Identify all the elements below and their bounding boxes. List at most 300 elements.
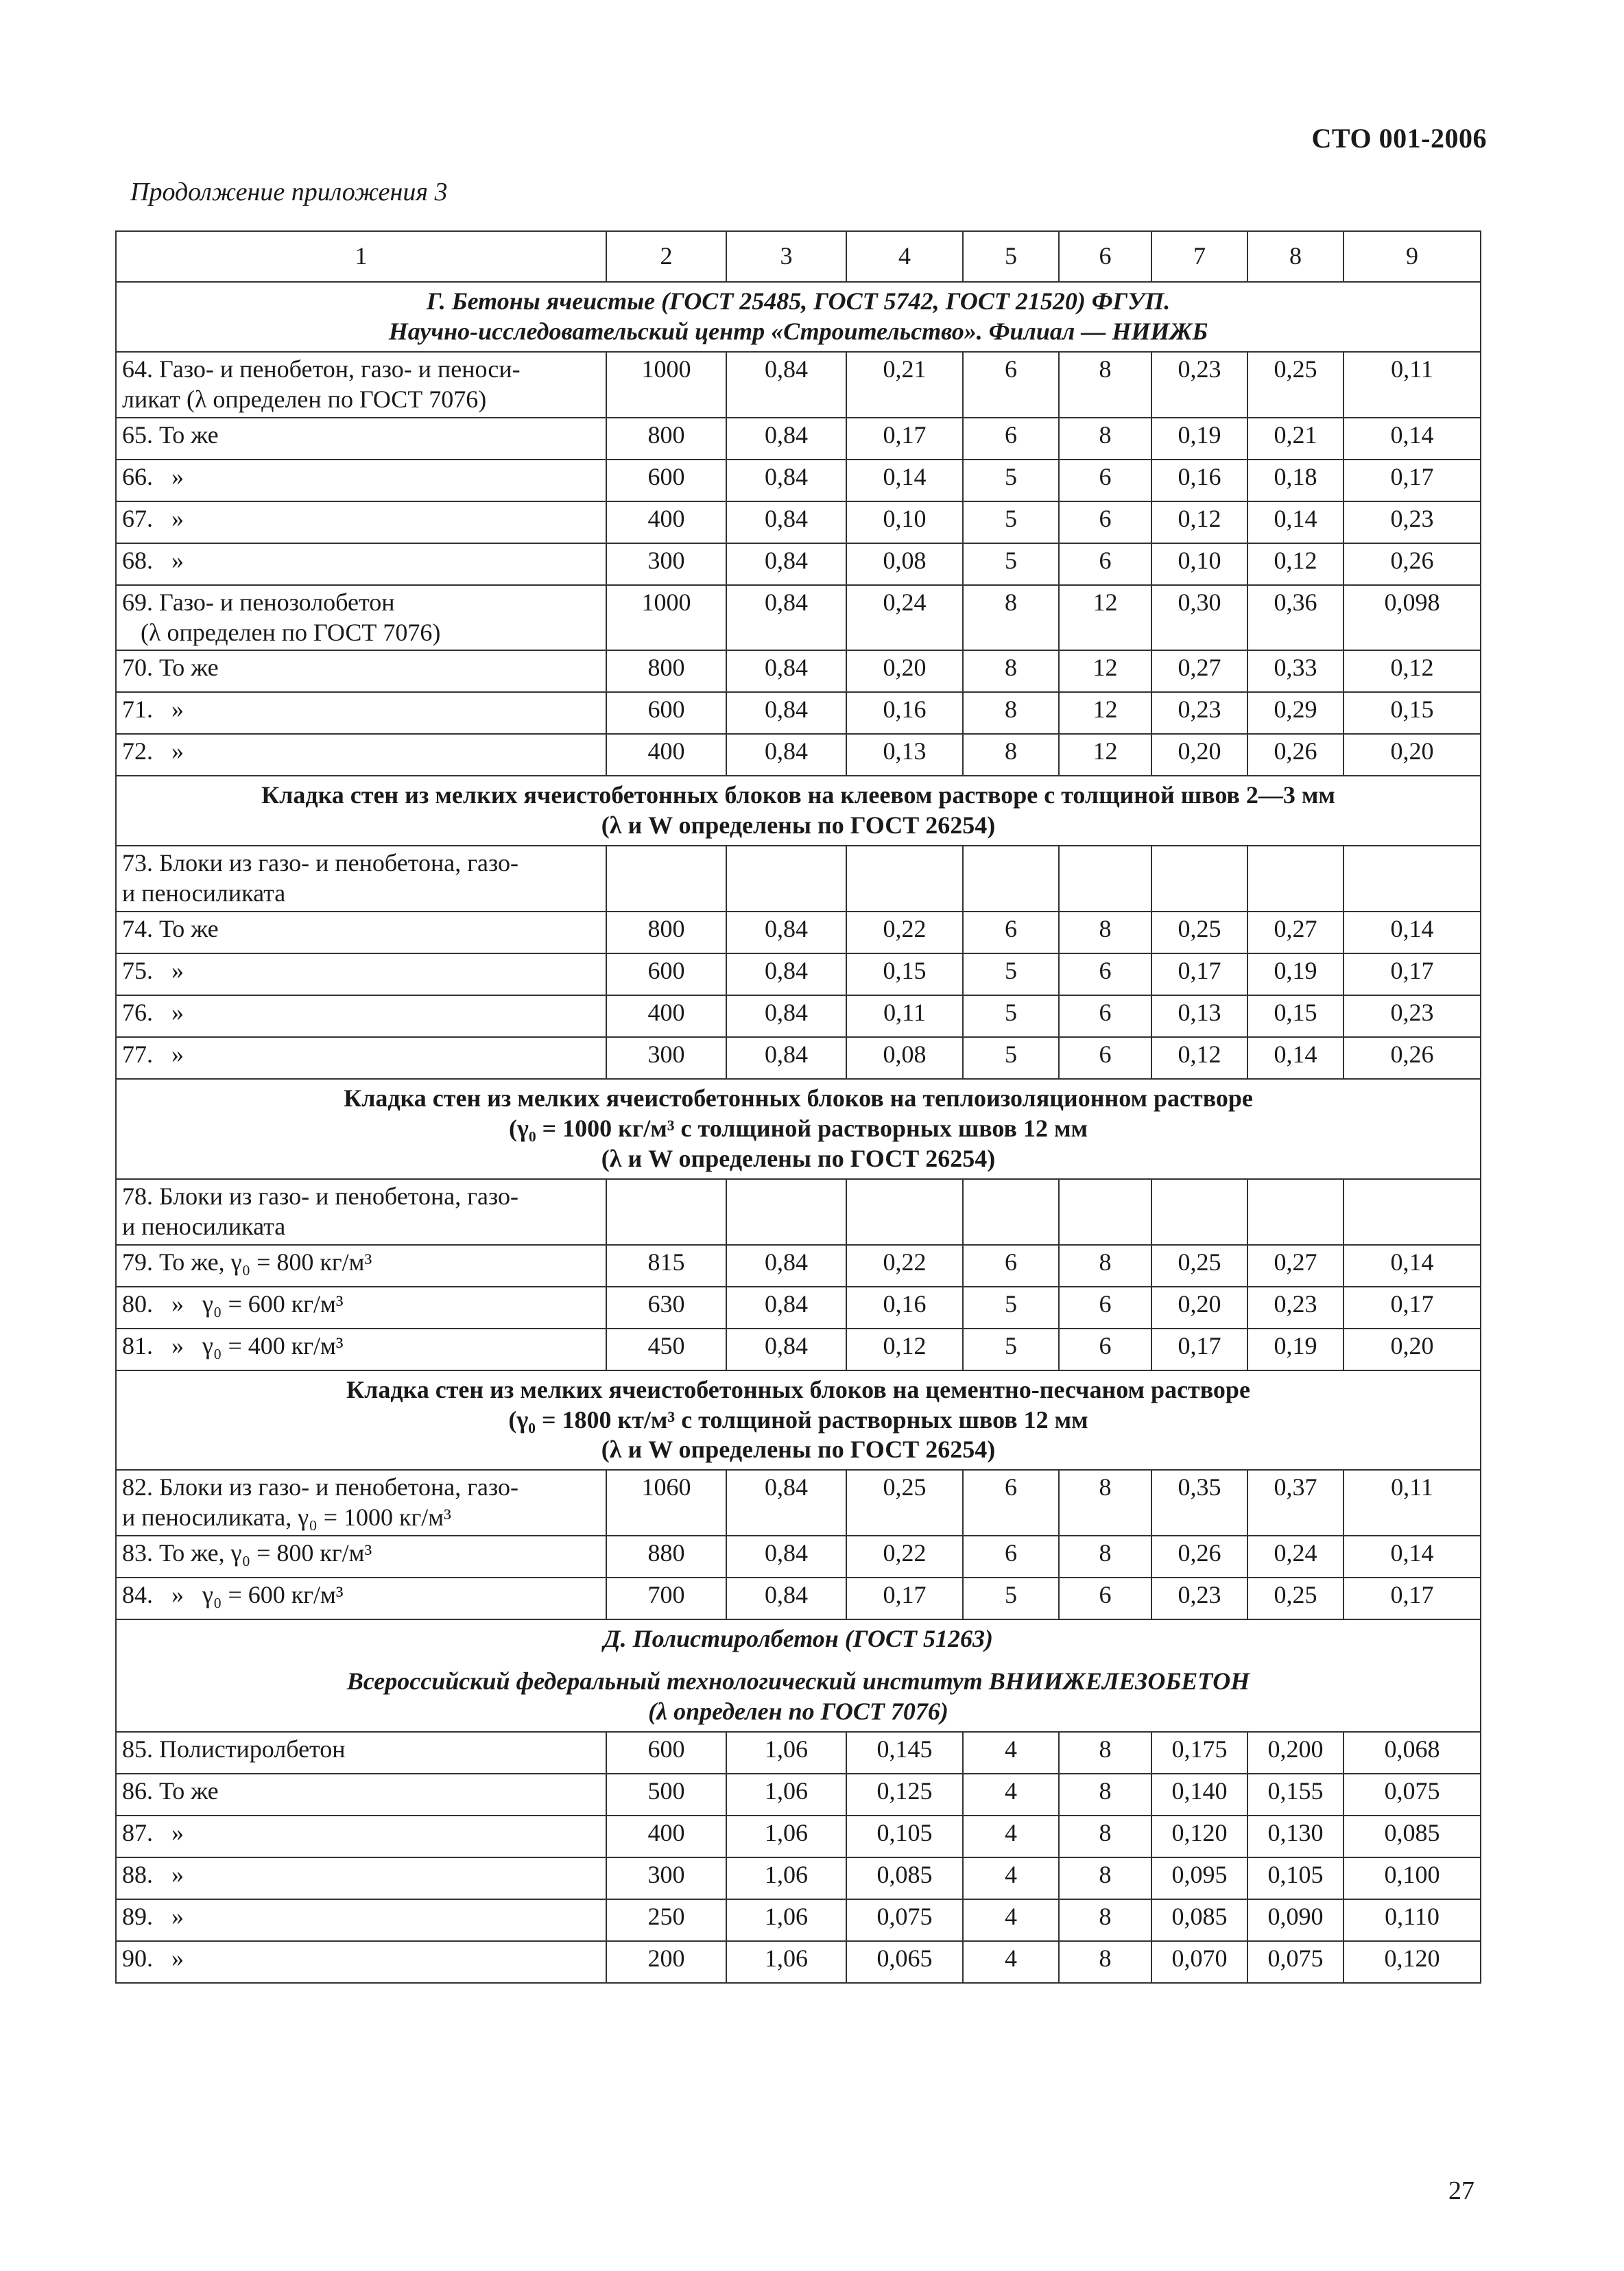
value-cell-col-3: 0,84 [726, 1329, 846, 1370]
value-cell-col-4 [846, 1179, 963, 1245]
value-cell-col-2: 600 [606, 1732, 726, 1774]
value-cell-col-6: 8 [1059, 1857, 1151, 1899]
value-cell-col-7: 0,17 [1151, 953, 1247, 995]
value-cell-col-9: 0,120 [1344, 1941, 1481, 1983]
value-cell-col-5: 6 [963, 352, 1059, 418]
table-row [116, 543, 1481, 585]
value-cell-col-4: 0,12 [846, 1329, 963, 1370]
value-cell-col-8: 0,23 [1247, 1287, 1344, 1329]
section-heading [116, 1079, 1481, 1179]
value-cell-col-8: 0,12 [1247, 543, 1344, 585]
material-description: 85. Полистиролбетон [116, 1732, 606, 1774]
table-row [116, 1941, 1481, 1983]
value-cell-col-4: 0,17 [846, 1578, 963, 1619]
table-row [116, 734, 1481, 776]
value-cell-col-9: 0,20 [1344, 734, 1481, 776]
value-cell-col-3: 0,84 [726, 543, 846, 585]
value-cell-col-7: 0,16 [1151, 460, 1247, 501]
value-cell-col-7: 0,10 [1151, 543, 1247, 585]
value-cell-col-4: 0,085 [846, 1857, 963, 1899]
value-cell-col-8: 0,24 [1247, 1536, 1344, 1578]
section-heading-line: (λ и W определены по ГОСТ 26254) [601, 1144, 996, 1172]
value-cell-col-9: 0,17 [1344, 460, 1481, 501]
value-cell-col-8: 0,18 [1247, 460, 1344, 501]
value-cell-col-4: 0,105 [846, 1816, 963, 1857]
value-cell-col-2: 600 [606, 692, 726, 734]
value-cell-col-4: 0,16 [846, 692, 963, 734]
value-cell-col-8: 0,36 [1247, 585, 1344, 651]
value-cell-col-5: 4 [963, 1857, 1059, 1899]
value-cell-col-6: 6 [1059, 460, 1151, 501]
value-cell-col-6: 8 [1059, 418, 1151, 460]
value-cell-col-4: 0,10 [846, 501, 963, 543]
value-cell-col-4: 0,22 [846, 1245, 963, 1287]
value-cell-col-9: 0,11 [1344, 352, 1481, 418]
value-cell-col-2: 300 [606, 1037, 726, 1079]
section-heading-line: Кладка стен из мелких ячеистобетонных блоков на цементно-песчаном растворе [346, 1375, 1250, 1403]
value-cell-col-2: 800 [606, 912, 726, 953]
value-cell-col-8: 0,26 [1247, 734, 1344, 776]
value-cell-col-5: 6 [963, 1245, 1059, 1287]
value-cell-col-6: 8 [1059, 912, 1151, 953]
material-description: 80. » γ₀ = 600 кг/м³ [116, 1287, 606, 1329]
value-cell-col-6: 6 [1059, 953, 1151, 995]
value-cell-col-7: 0,23 [1151, 1578, 1247, 1619]
value-cell-col-9: 0,11 [1344, 1470, 1481, 1536]
section-heading [116, 776, 1481, 846]
value-cell-col-4: 0,22 [846, 912, 963, 953]
table-row [116, 1179, 1481, 1245]
value-cell-col-9: 0,085 [1344, 1816, 1481, 1857]
value-cell-col-4: 0,20 [846, 650, 963, 692]
value-cell-col-9: 0,068 [1344, 1732, 1481, 1774]
value-cell-col-8: 0,14 [1247, 1037, 1344, 1079]
value-cell-col-7: 0,30 [1151, 585, 1247, 651]
value-cell-col-8: 0,27 [1247, 912, 1344, 953]
value-cell-col-2 [606, 1179, 726, 1245]
value-cell-col-4: 0,22 [846, 1536, 963, 1578]
value-cell-col-7: 0,25 [1151, 1245, 1247, 1287]
section-heading-gap [123, 1654, 1473, 1667]
value-cell-col-6: 6 [1059, 995, 1151, 1037]
value-cell-col-6: 8 [1059, 1536, 1151, 1578]
value-cell-col-8: 0,21 [1247, 418, 1344, 460]
value-cell-col-7: 0,19 [1151, 418, 1247, 460]
value-cell-col-5: 8 [963, 692, 1059, 734]
value-cell-col-2: 250 [606, 1899, 726, 1941]
value-cell-col-2: 500 [606, 1774, 726, 1816]
value-cell-col-5: 6 [963, 912, 1059, 953]
value-cell-col-8 [1247, 1179, 1344, 1245]
value-cell-col-5: 4 [963, 1899, 1059, 1941]
column-number-row [116, 231, 1481, 282]
value-cell-col-6: 8 [1059, 1899, 1151, 1941]
section-heading-row [116, 282, 1481, 352]
document-code: СТО 001-2006 [1311, 123, 1487, 154]
material-description: 84. » γ₀ = 600 кг/м³ [116, 1578, 606, 1619]
value-cell-col-4: 0,21 [846, 352, 963, 418]
value-cell-col-4: 0,17 [846, 418, 963, 460]
value-cell-col-3: 1,06 [726, 1732, 846, 1774]
value-cell-col-3: 0,84 [726, 501, 846, 543]
value-cell-col-6: 12 [1059, 734, 1151, 776]
value-cell-col-5: 8 [963, 585, 1059, 651]
value-cell-col-7: 0,20 [1151, 734, 1247, 776]
value-cell-col-5: 4 [963, 1941, 1059, 1983]
value-cell-col-6: 6 [1059, 1037, 1151, 1079]
value-cell-col-5: 6 [963, 1536, 1059, 1578]
table-row [116, 692, 1481, 734]
value-cell-col-5 [963, 1179, 1059, 1245]
table-row [116, 1578, 1481, 1619]
value-cell-col-5: 5 [963, 501, 1059, 543]
value-cell-col-6: 12 [1059, 692, 1151, 734]
value-cell-col-8 [1247, 846, 1344, 912]
value-cell-col-9: 0,14 [1344, 1245, 1481, 1287]
value-cell-col-2: 800 [606, 418, 726, 460]
table-row [116, 1732, 1481, 1774]
value-cell-col-4: 0,13 [846, 734, 963, 776]
value-cell-col-5: 5 [963, 953, 1059, 995]
table-row [116, 1329, 1481, 1370]
value-cell-col-7: 0,175 [1151, 1732, 1247, 1774]
material-description: 82. Блоки из газо- и пенобетона, газо- и пеносиликата, γ₀ = 1000 кг/м³ [116, 1470, 606, 1536]
value-cell-col-6: 6 [1059, 1287, 1151, 1329]
value-cell-col-4: 0,15 [846, 953, 963, 995]
value-cell-col-6: 12 [1059, 585, 1151, 651]
table-row [116, 1037, 1481, 1079]
value-cell-col-7: 0,070 [1151, 1941, 1247, 1983]
value-cell-col-5: 4 [963, 1732, 1059, 1774]
appendix-continuation-label: Продолжение приложения 3 [130, 178, 448, 206]
value-cell-col-4: 0,16 [846, 1287, 963, 1329]
column-number: 5 [963, 231, 1059, 282]
value-cell-col-6: 6 [1059, 543, 1151, 585]
value-cell-col-6 [1059, 1179, 1151, 1245]
value-cell-col-7: 0,27 [1151, 650, 1247, 692]
value-cell-col-5: 5 [963, 1037, 1059, 1079]
value-cell-col-6: 8 [1059, 352, 1151, 418]
value-cell-col-9: 0,26 [1344, 543, 1481, 585]
value-cell-col-8: 0,200 [1247, 1732, 1344, 1774]
table-row [116, 418, 1481, 460]
section-heading-line: Г. Бетоны ячеистые (ГОСТ 25485, ГОСТ 5742, ГОСТ 21520) ФГУП. [426, 287, 1171, 315]
value-cell-col-7 [1151, 846, 1247, 912]
section-heading-line: Научно-исследовательский центр «Строительство». Филиал — НИИЖБ [388, 317, 1208, 345]
value-cell-col-9: 0,23 [1344, 501, 1481, 543]
value-cell-col-2: 815 [606, 1245, 726, 1287]
table-row [116, 352, 1481, 418]
value-cell-col-8: 0,155 [1247, 1774, 1344, 1816]
value-cell-col-5: 5 [963, 1329, 1059, 1370]
value-cell-col-4: 0,08 [846, 1037, 963, 1079]
value-cell-col-9: 0,14 [1344, 418, 1481, 460]
value-cell-col-3: 0,84 [726, 1536, 846, 1578]
value-cell-col-7: 0,12 [1151, 501, 1247, 543]
section-heading-line: (λ определен по ГОСТ 7076) [648, 1697, 948, 1725]
material-description: 75. » [116, 953, 606, 995]
value-cell-col-3: 0,84 [726, 912, 846, 953]
section-heading-line: (λ и W определены по ГОСТ 26254) [601, 1436, 996, 1464]
section-heading [116, 1370, 1481, 1471]
value-cell-col-9: 0,098 [1344, 585, 1481, 651]
value-cell-col-2: 450 [606, 1329, 726, 1370]
section-heading-line: Кладка стен из мелких ячеистобетонных блоков на клеевом растворе с толщиной швов 2—3 мм [261, 781, 1335, 809]
section-heading-row [116, 1079, 1481, 1179]
table-row [116, 501, 1481, 543]
value-cell-col-3: 0,84 [726, 1470, 846, 1536]
material-description: 68. » [116, 543, 606, 585]
material-description: 90. » [116, 1941, 606, 1983]
column-number: 8 [1247, 231, 1344, 282]
material-description: 73. Блоки из газо- и пенобетона, газо- и пеносиликата [116, 846, 606, 912]
value-cell-col-5: 5 [963, 1578, 1059, 1619]
value-cell-col-9: 0,23 [1344, 995, 1481, 1037]
value-cell-col-2 [606, 846, 726, 912]
column-number: 3 [726, 231, 846, 282]
value-cell-col-2: 400 [606, 501, 726, 543]
value-cell-col-9 [1344, 1179, 1481, 1245]
material-description: 64. Газо- и пенобетон, газо- и пеноси- ликат (λ определен по ГОСТ 7076) [116, 352, 606, 418]
value-cell-col-8: 0,25 [1247, 352, 1344, 418]
value-cell-col-9: 0,15 [1344, 692, 1481, 734]
value-cell-col-7: 0,25 [1151, 912, 1247, 953]
table-row [116, 1470, 1481, 1536]
value-cell-col-6: 8 [1059, 1245, 1151, 1287]
value-cell-col-8: 0,29 [1247, 692, 1344, 734]
value-cell-col-9: 0,17 [1344, 1578, 1481, 1619]
value-cell-col-3: 0,84 [726, 585, 846, 651]
value-cell-col-3: 0,84 [726, 352, 846, 418]
value-cell-col-2: 1060 [606, 1470, 726, 1536]
material-description: 72. » [116, 734, 606, 776]
material-description: 69. Газо- и пенозолобетон (λ определен по ГОСТ 7076) [116, 585, 606, 651]
material-description: 81. » γ₀ = 400 кг/м³ [116, 1329, 606, 1370]
value-cell-col-6: 6 [1059, 1578, 1151, 1619]
value-cell-col-7: 0,085 [1151, 1899, 1247, 1941]
material-description: 74. То же [116, 912, 606, 953]
value-cell-col-8: 0,14 [1247, 501, 1344, 543]
value-cell-col-7: 0,23 [1151, 692, 1247, 734]
value-cell-col-9: 0,20 [1344, 1329, 1481, 1370]
table-row [116, 650, 1481, 692]
value-cell-col-3: 0,84 [726, 1287, 846, 1329]
value-cell-col-8: 0,25 [1247, 1578, 1344, 1619]
value-cell-col-6: 8 [1059, 1941, 1151, 1983]
table-row [116, 585, 1481, 651]
section-heading-line: (λ и W определены по ГОСТ 26254) [601, 811, 996, 840]
page-number: 27 [1448, 2176, 1474, 2205]
value-cell-col-6: 8 [1059, 1470, 1151, 1536]
value-cell-col-3: 0,84 [726, 418, 846, 460]
material-description: 66. » [116, 460, 606, 501]
material-description: 71. » [116, 692, 606, 734]
value-cell-col-2: 800 [606, 650, 726, 692]
value-cell-col-9: 0,26 [1344, 1037, 1481, 1079]
value-cell-col-3: 0,84 [726, 995, 846, 1037]
table-row [116, 1816, 1481, 1857]
value-cell-col-5: 8 [963, 734, 1059, 776]
value-cell-col-8: 0,19 [1247, 1329, 1344, 1370]
value-cell-col-5: 5 [963, 995, 1059, 1037]
value-cell-col-5: 6 [963, 1470, 1059, 1536]
value-cell-col-8: 0,27 [1247, 1245, 1344, 1287]
value-cell-col-4: 0,24 [846, 585, 963, 651]
value-cell-col-8: 0,15 [1247, 995, 1344, 1037]
thermal-properties-table [115, 230, 1481, 1984]
value-cell-col-3: 1,06 [726, 1857, 846, 1899]
section-heading [116, 1619, 1481, 1732]
value-cell-col-3: 1,06 [726, 1816, 846, 1857]
value-cell-col-6 [1059, 846, 1151, 912]
value-cell-col-6: 8 [1059, 1774, 1151, 1816]
value-cell-col-9: 0,17 [1344, 1287, 1481, 1329]
value-cell-col-5: 6 [963, 418, 1059, 460]
section-heading-line: Всероссийский федеральный технологический институт ВНИИЖЕЛЕЗОБЕТОН [346, 1667, 1250, 1696]
value-cell-col-9: 0,14 [1344, 912, 1481, 953]
value-cell-col-7: 0,35 [1151, 1470, 1247, 1536]
value-cell-col-2: 600 [606, 460, 726, 501]
value-cell-col-3: 0,84 [726, 692, 846, 734]
value-cell-col-5: 5 [963, 460, 1059, 501]
value-cell-col-7: 0,17 [1151, 1329, 1247, 1370]
value-cell-col-4 [846, 846, 963, 912]
material-description: 86. То же [116, 1774, 606, 1816]
value-cell-col-4: 0,25 [846, 1470, 963, 1536]
table-row [116, 1245, 1481, 1287]
section-heading-line: (γ₀ = 1800 кт/м³ с толщиной растворных швов 12 мм [508, 1405, 1088, 1434]
table-body [116, 231, 1481, 1983]
value-cell-col-4: 0,11 [846, 995, 963, 1037]
material-description: 70. То же [116, 650, 606, 692]
value-cell-col-6: 6 [1059, 501, 1151, 543]
table-row [116, 995, 1481, 1037]
value-cell-col-9: 0,14 [1344, 1536, 1481, 1578]
value-cell-col-3: 1,06 [726, 1774, 846, 1816]
material-description: 79. То же, γ₀ = 800 кг/м³ [116, 1245, 606, 1287]
value-cell-col-3 [726, 1179, 846, 1245]
value-cell-col-9: 0,100 [1344, 1857, 1481, 1899]
material-description: 78. Блоки из газо- и пенобетона, газо- и пеносиликата [116, 1179, 606, 1245]
value-cell-col-2: 1000 [606, 352, 726, 418]
value-cell-col-2: 400 [606, 734, 726, 776]
value-cell-col-5 [963, 846, 1059, 912]
value-cell-col-6: 8 [1059, 1732, 1151, 1774]
table-row [116, 1899, 1481, 1941]
value-cell-col-4: 0,14 [846, 460, 963, 501]
value-cell-col-2: 400 [606, 995, 726, 1037]
table-row [116, 1857, 1481, 1899]
section-heading-line: (γ₀ = 1000 кг/м³ с толщиной растворных швов 12 мм [509, 1114, 1088, 1142]
section-heading [116, 282, 1481, 352]
value-cell-col-6: 12 [1059, 650, 1151, 692]
material-description: 76. » [116, 995, 606, 1037]
value-cell-col-8: 0,19 [1247, 953, 1344, 995]
value-cell-col-4: 0,075 [846, 1899, 963, 1941]
table-row [116, 953, 1481, 995]
value-cell-col-2: 300 [606, 1857, 726, 1899]
value-cell-col-7: 0,12 [1151, 1037, 1247, 1079]
section-heading-row [116, 1370, 1481, 1471]
value-cell-col-4: 0,145 [846, 1732, 963, 1774]
material-description: 65. То же [116, 418, 606, 460]
table-row [116, 1774, 1481, 1816]
value-cell-col-6: 6 [1059, 1329, 1151, 1370]
value-cell-col-9: 0,12 [1344, 650, 1481, 692]
value-cell-col-6: 8 [1059, 1816, 1151, 1857]
material-description: 67. » [116, 501, 606, 543]
value-cell-col-8: 0,130 [1247, 1816, 1344, 1857]
value-cell-col-9 [1344, 846, 1481, 912]
value-cell-col-8: 0,37 [1247, 1470, 1344, 1536]
value-cell-col-4: 0,065 [846, 1941, 963, 1983]
column-number: 7 [1151, 231, 1247, 282]
value-cell-col-9: 0,17 [1344, 953, 1481, 995]
material-description: 77. » [116, 1037, 606, 1079]
column-number: 6 [1059, 231, 1151, 282]
value-cell-col-2: 880 [606, 1536, 726, 1578]
value-cell-col-7: 0,20 [1151, 1287, 1247, 1329]
value-cell-col-2: 600 [606, 953, 726, 995]
value-cell-col-5: 5 [963, 543, 1059, 585]
section-heading-line: Д. Полистиролбетон (ГОСТ 51263) [603, 1625, 993, 1653]
value-cell-col-5: 4 [963, 1774, 1059, 1816]
value-cell-col-3: 1,06 [726, 1899, 846, 1941]
value-cell-col-5: 4 [963, 1816, 1059, 1857]
value-cell-col-7: 0,26 [1151, 1536, 1247, 1578]
value-cell-col-3 [726, 846, 846, 912]
value-cell-col-3: 0,84 [726, 734, 846, 776]
value-cell-col-3: 0,84 [726, 460, 846, 501]
value-cell-col-3: 0,84 [726, 953, 846, 995]
value-cell-col-3: 0,84 [726, 1037, 846, 1079]
value-cell-col-7: 0,13 [1151, 995, 1247, 1037]
material-description: 89. » [116, 1899, 606, 1941]
value-cell-col-8: 0,075 [1247, 1941, 1344, 1983]
value-cell-col-7: 0,095 [1151, 1857, 1247, 1899]
column-number: 2 [606, 231, 726, 282]
value-cell-col-9: 0,075 [1344, 1774, 1481, 1816]
column-number: 9 [1344, 231, 1481, 282]
value-cell-col-7: 0,120 [1151, 1816, 1247, 1857]
value-cell-col-5: 5 [963, 1287, 1059, 1329]
section-heading-row [116, 1619, 1481, 1732]
value-cell-col-3: 0,84 [726, 1245, 846, 1287]
value-cell-col-7: 0,140 [1151, 1774, 1247, 1816]
value-cell-col-3: 1,06 [726, 1941, 846, 1983]
value-cell-col-2: 1000 [606, 585, 726, 651]
table-row [116, 846, 1481, 912]
column-number: 1 [116, 231, 606, 282]
material-description: 87. » [116, 1816, 606, 1857]
value-cell-col-9: 0,110 [1344, 1899, 1481, 1941]
value-cell-col-5: 8 [963, 650, 1059, 692]
column-number: 4 [846, 231, 963, 282]
value-cell-col-8: 0,090 [1247, 1899, 1344, 1941]
table-row [116, 912, 1481, 953]
value-cell-col-4: 0,125 [846, 1774, 963, 1816]
value-cell-col-2: 700 [606, 1578, 726, 1619]
table-row [116, 460, 1481, 501]
table-row [116, 1536, 1481, 1578]
value-cell-col-2: 630 [606, 1287, 726, 1329]
value-cell-col-8: 0,33 [1247, 650, 1344, 692]
material-description: 88. » [116, 1857, 606, 1899]
value-cell-col-8: 0,105 [1247, 1857, 1344, 1899]
value-cell-col-7 [1151, 1179, 1247, 1245]
value-cell-col-2: 200 [606, 1941, 726, 1983]
value-cell-col-7: 0,23 [1151, 352, 1247, 418]
